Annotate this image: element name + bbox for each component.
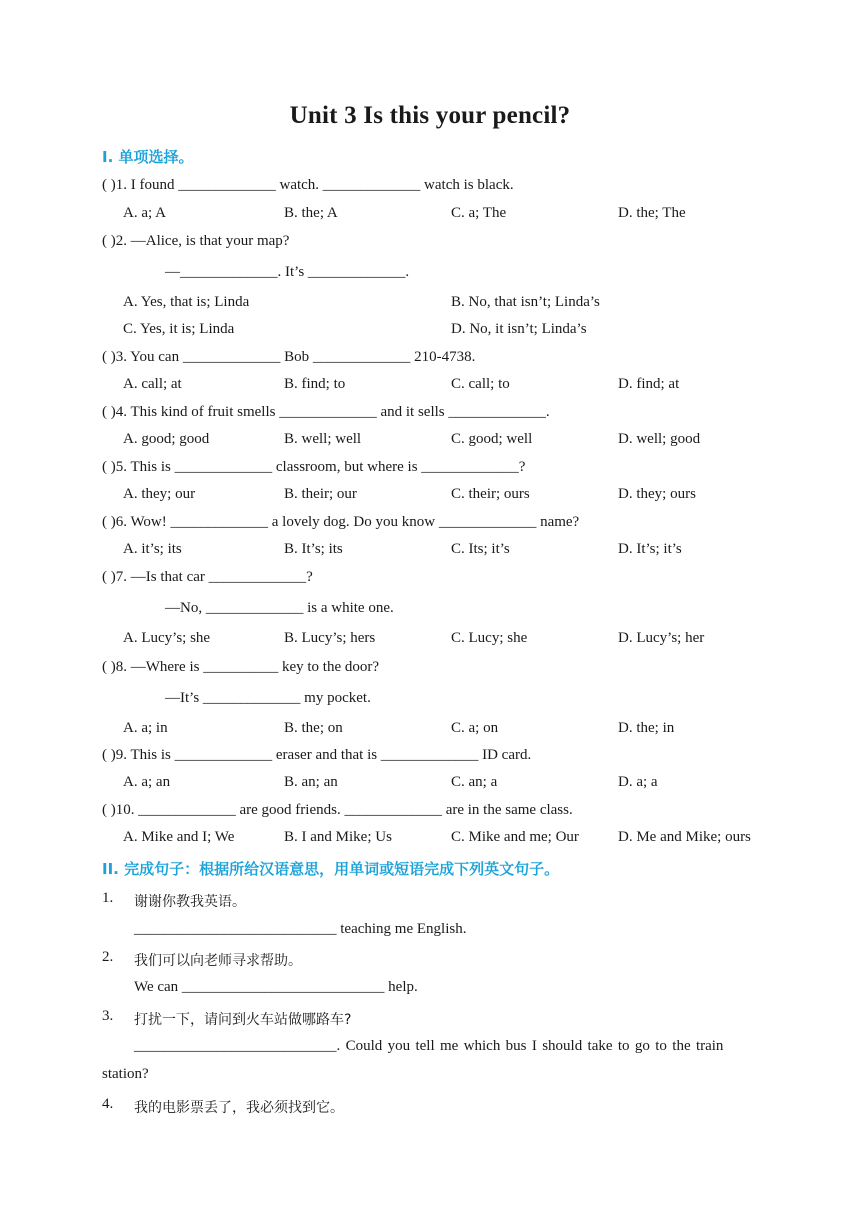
item-1-number: 1. [102, 890, 114, 906]
question-2-option-b: B. No, that isn’t; Linda’s [451, 294, 600, 310]
question-8-reply: —It’s _____________ my pocket. [165, 690, 371, 706]
question-7-option-b: B. Lucy’s; hers [284, 630, 376, 646]
question-9-option-c: C. an; a [451, 774, 498, 790]
question-8-stem: ( )8. —Where is __________ key to the door? [102, 659, 380, 675]
question-7-option-a: A. Lucy’s; she [123, 630, 211, 646]
question-3-option-d: D. find; at [618, 376, 680, 392]
item-1-answer-line: ___________________________ teaching me English. [134, 921, 467, 937]
question-8-option-c: C. a; on [451, 720, 499, 736]
question-10-option-b: B. I and Mike; Us [284, 829, 392, 845]
item-2-answer-line: We can ___________________________ help. [134, 979, 418, 995]
question-4-option-a: A. good; good [123, 431, 210, 447]
question-2-option-a: A. Yes, that is; Linda [123, 294, 250, 310]
question-6-stem: ( )6. Wow! _____________ a lovely dog. Do you know _____________ name? [102, 514, 580, 530]
question-2-option-d: D. No, it isn’t; Linda’s [451, 321, 587, 337]
question-4-option-c: C. good; well [451, 431, 533, 447]
item-2-number: 2. [102, 949, 114, 965]
question-10-option-d: D. Me and Mike; ours [618, 829, 751, 845]
question-2-stem: ( )2. —Alice, is that your map? [102, 233, 290, 249]
item-2-chinese: 我们可以向老师寻求帮助。 [134, 953, 302, 969]
question-9-option-b: B. an; an [284, 774, 338, 790]
question-3-option-b: B. find; to [284, 376, 346, 392]
question-10-stem: ( )10. _____________ are good friends. _____________ are in the same class. [102, 802, 573, 818]
question-9-stem: ( )9. This is _____________ eraser and that is _____________ ID card. [102, 747, 532, 763]
question-5-option-b: B. their; our [284, 486, 357, 502]
item-1-chinese: 谢谢你教我英语。 [134, 894, 246, 910]
section-1-heading: I. 单项选择。 [102, 148, 194, 166]
question-3-option-c: C. call; to [451, 376, 510, 392]
question-8-option-d: D. the; in [618, 720, 675, 736]
question-8-option-a: A. a; in [123, 720, 168, 736]
question-3-stem: ( )3. You can _____________ Bob _____________ 210-4738. [102, 349, 476, 365]
question-4-option-d: D. well; good [618, 431, 701, 447]
question-1-option-d: D. the; The [618, 205, 686, 221]
page-title: Unit 3 Is this your pencil? [289, 102, 571, 129]
question-9-option-d: D. a; a [618, 774, 658, 790]
question-2-option-c: C. Yes, it is; Linda [123, 321, 235, 337]
item-3-answer-continuation: station? [102, 1066, 149, 1082]
question-7-reply: —No, _____________ is a white one. [165, 600, 394, 616]
item-4-number: 4. [102, 1096, 114, 1112]
question-6-option-a: A. it’s; its [123, 541, 182, 557]
question-7-stem: ( )7. —Is that car _____________? [102, 569, 313, 585]
question-10-option-c: C. Mike and me; Our [451, 829, 579, 845]
question-1-option-b: B. the; A [284, 205, 338, 221]
item-3-number: 3. [102, 1008, 114, 1024]
question-5-stem: ( )5. This is _____________ classroom, but where is _____________? [102, 459, 526, 475]
question-7-option-d: D. Lucy’s; her [618, 630, 705, 646]
question-6-option-d: D. It’s; it’s [618, 541, 682, 557]
question-5-option-a: A. they; our [123, 486, 196, 502]
question-1-stem: ( )1. I found _____________ watch. _____________ watch is black. [102, 177, 514, 193]
question-9-option-a: A. a; an [123, 774, 171, 790]
question-6-option-b: B. It’s; its [284, 541, 343, 557]
question-4-stem: ( )4. This kind of fruit smells _____________ and it sells _____________. [102, 404, 550, 420]
item-3-chinese: 打扰一下，请问到火车站做哪路车? [134, 1012, 352, 1028]
question-10-option-a: A. Mike and I; We [123, 829, 235, 845]
item-3-answer-line: ___________________________. Could you tell me which bus I should take to go to the train [134, 1038, 724, 1054]
question-7-option-c: C. Lucy; she [451, 630, 528, 646]
question-6-option-c: C. Its; it’s [451, 541, 510, 557]
question-3-option-a: A. call; at [123, 376, 182, 392]
question-1-option-c: C. a; The [451, 205, 507, 221]
question-8-option-b: B. the; on [284, 720, 343, 736]
section-2-heading: II. 完成句子：根据所给汉语意思，用单词或短语完成下列英文句子。 [102, 860, 560, 878]
item-4-chinese: 我的电影票丢了，我必须找到它。 [134, 1100, 344, 1116]
question-1-option-a: A. a; A [123, 205, 166, 221]
question-4-option-b: B. well; well [284, 431, 362, 447]
question-5-option-d: D. they; ours [618, 486, 696, 502]
question-5-option-c: C. their; ours [451, 486, 530, 502]
question-2-reply: —_____________. It’s _____________. [165, 264, 410, 280]
